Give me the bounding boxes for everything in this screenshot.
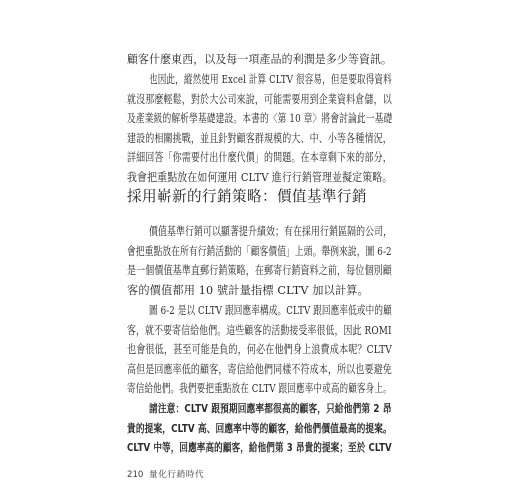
body-text-line: 顧客什麼東西，以及每一項產品的利潤是多少等資訊。 <box>127 53 393 66</box>
body-text-line: 會把重點放在所有行銷活動的「顧客價值」上頭。舉例來說，圖 6-2 <box>127 245 392 258</box>
body-text-line: 建設的相關挑戰，並且針對顧客群規模的大、中、小等各種情況， <box>127 132 392 145</box>
body-text-line: 也會很低，甚至可能是負的，何必在他們身上浪費成本呢？CLTV <box>127 343 393 356</box>
page-number: 210 <box>127 470 144 480</box>
body-text-line: 就沒那麼輕鬆，對於大公司來說，可能需要用到企業資料倉儲，以 <box>127 93 392 106</box>
note-text-line: 請注意：CLTV 跟預期回應率都很高的顧客，只給他們第 2 昂 <box>149 402 392 415</box>
body-text-line: 圖 6-2 是以 CLTV 跟回應率構成。CLTV 跟回應率低或中的顧 <box>149 304 392 317</box>
body-text-line: 價值基準行銷可以顯著提升績效；有在採用行銷區隔的公司， <box>149 225 393 238</box>
body-text-line: 是一個價值基準直郵行銷策略，在郵寄行銷資料之前，每位個別顧 <box>127 264 392 277</box>
body-text-line: 寄信給他們。我們要把重點放在 CLTV 跟回應率中或高的顧客身上。 <box>127 382 392 395</box>
body-text-line: 高但是回應率低的顧客，寄信給他們同樣不符成本，所以也要避免 <box>127 363 392 376</box>
body-text-line: 詳細回答「你需要付出什麼代價」的問題。在本章剩下來的部分， <box>127 151 392 164</box>
body-text-line: 客，就不要寄信給他們。這些顧客的活動接受率很低，因此 ROMI <box>127 324 392 337</box>
body-text-line: 客的價值都用 10 號計量指標 CLTV 加以計算。 <box>127 284 369 297</box>
note-text-line: 貴的提案，CLTV 高、回應率中等的顧客，給他們價值最高的提案。 <box>127 422 392 435</box>
running-title: 量化行銷時代 <box>149 470 205 480</box>
body-text-line: 我會把重點放在如何運用 CLTV 進行行銷管理並擬定策略。 <box>127 171 393 184</box>
section-heading: 採用嶄新的行銷策略：價值基準行銷 <box>127 188 367 205</box>
body-text-line: 也因此，縱然使用 Excel 計算 CLTV 很容易，但是要取得資料 <box>149 73 392 86</box>
note-text-line: CLTV 中等，回應率高的顧客，給他們第 3 昂貴的提案；至於 CLTV <box>127 441 392 454</box>
body-text-line: 及產業級的解析學基礎建設。本書的〈第 10 章〉將會討論此一基礎 <box>127 112 393 125</box>
